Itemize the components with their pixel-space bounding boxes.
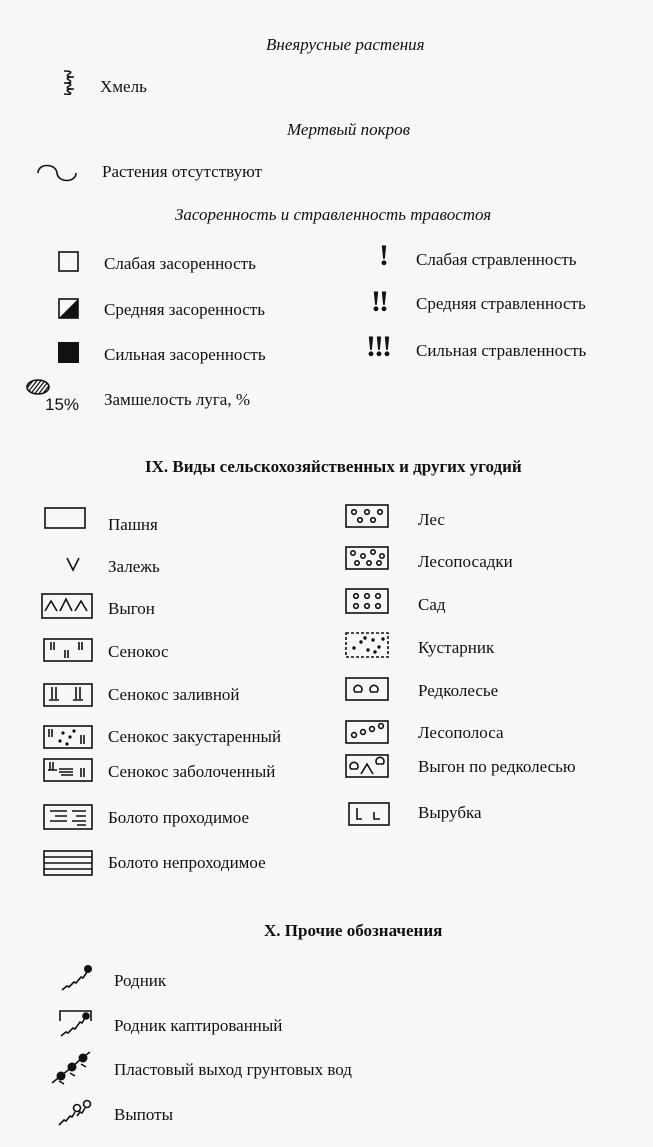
land-right-item: Лес <box>418 510 445 529</box>
hayfield-icon <box>43 638 93 662</box>
land-right-item: Лесопосадки <box>418 552 513 571</box>
filled-square-icon <box>58 342 79 363</box>
land-left-item: Залежь <box>108 557 160 576</box>
section-title-dead-cover: Мертвый покров <box>287 120 410 139</box>
hop-label: Хмель <box>100 77 147 96</box>
other-item: Родник <box>114 971 167 990</box>
shrubby-hayfield-icon <box>43 725 93 749</box>
orchard-icon <box>345 588 389 614</box>
no-plants-label: Растения отсутствуют <box>102 162 262 181</box>
moss-percent-value: 15% <box>45 395 80 414</box>
medium-weediness-label: Средняя засоренность <box>104 300 265 319</box>
captured-spring-icon <box>57 1007 95 1037</box>
land-left-item: Сенокос <box>108 642 169 661</box>
sparse-forest-pasture-icon <box>345 754 389 778</box>
forest-icon <box>345 504 389 528</box>
arable-land-icon <box>44 507 86 529</box>
weak-grazing-label: Слабая стравленность <box>416 250 577 269</box>
land-left-item: Сенокос закустаренный <box>108 727 282 746</box>
forest-belt-icon <box>345 720 389 744</box>
land-left-item: Выгон <box>108 599 155 618</box>
half-square-icon <box>58 298 79 319</box>
efflorescence-icon <box>57 1096 93 1126</box>
marshy-hayfield-icon <box>43 758 93 782</box>
land-left-item: Болото непроходимое <box>108 853 266 872</box>
medium-grazing-label: Средняя стравленность <box>416 294 586 313</box>
land-right-item: Вырубка <box>418 803 482 822</box>
other-item: Родник каптированный <box>114 1016 283 1035</box>
spring-icon <box>60 963 94 991</box>
land-right-item: Кустарник <box>418 638 495 657</box>
land-left-item: Болото проходимое <box>108 808 250 827</box>
exclamation-single-icon: ! <box>379 239 389 272</box>
land-right-item: Лесополоса <box>418 723 504 742</box>
fallow-v-icon <box>66 557 80 571</box>
strong-weediness-label: Сильная засоренность <box>104 345 266 364</box>
flooded-hayfield-icon <box>43 683 93 707</box>
empty-square-icon <box>58 251 79 272</box>
land-left-item: Пашня <box>108 515 158 534</box>
land-left-item: Сенокос заливной <box>108 685 240 704</box>
moss-label: Замшелость луга, % <box>104 390 251 409</box>
other-item: Пластовый выход грунтовых вод <box>114 1060 352 1079</box>
land-right-item: Редколесье <box>418 681 499 700</box>
sparse-forest-icon <box>345 677 389 701</box>
strong-grazing-label: Сильная стравленность <box>416 341 587 360</box>
weak-weediness-label: Слабая засоренность <box>104 254 256 273</box>
land-left-item: Сенокос заболоченный <box>108 762 276 781</box>
land-right-item: Выгон по редколесью <box>418 757 576 776</box>
wave-icon <box>36 161 78 185</box>
other-item: Выпоты <box>114 1105 173 1124</box>
land-right-item: Сад <box>418 595 446 614</box>
shrub-icon <box>345 632 389 658</box>
hop-icon <box>62 68 76 96</box>
section-title-weeds: Засоренность и стравленность травостоя <box>175 205 492 224</box>
groundwater-outlet-icon <box>50 1048 98 1084</box>
exclamation-triple-icon: !!! <box>366 330 390 363</box>
passable-swamp-icon <box>43 804 93 830</box>
section-title-other: X. Прочие обозначения <box>264 921 443 940</box>
impassable-swamp-icon <box>43 850 93 876</box>
clearing-icon <box>348 802 390 826</box>
section-title-land-types: IX. Виды сельскохозяйственных и других угодий <box>145 457 522 476</box>
section-title-extra-layer: Внеярусные растения <box>266 35 425 54</box>
pasture-icon <box>41 593 93 619</box>
exclamation-double-icon: !! <box>371 285 387 318</box>
plantation-icon <box>345 546 389 570</box>
moss-hatched-ellipse-icon <box>25 378 51 396</box>
